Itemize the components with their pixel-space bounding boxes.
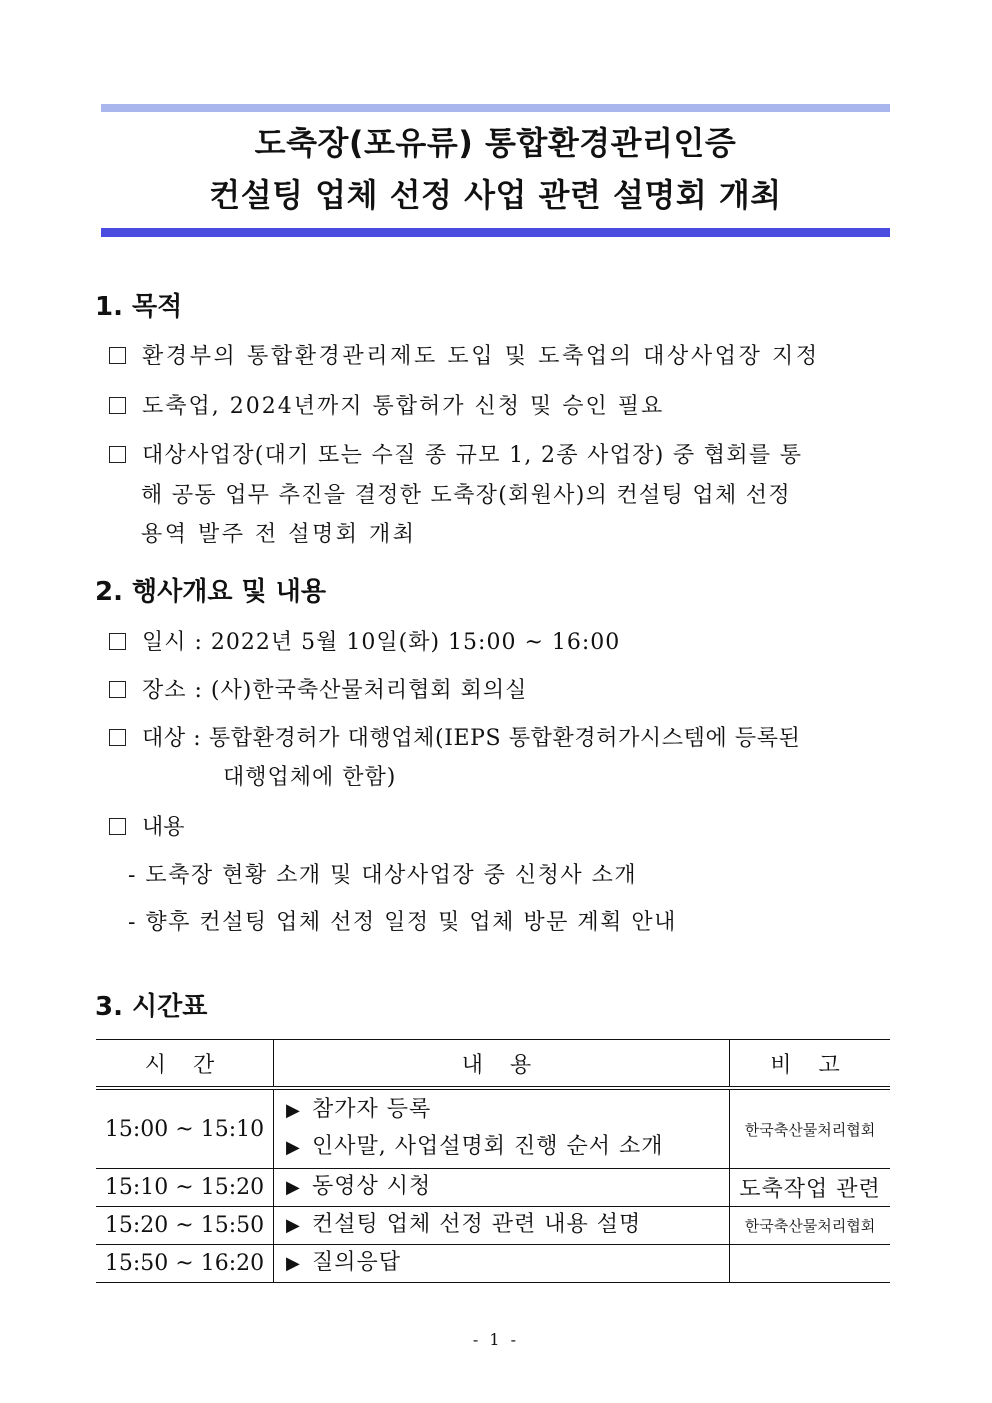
section2-place (107, 671, 897, 711)
section2-target (107, 719, 897, 759)
header-time: 시 간 (96, 1040, 274, 1089)
section1-item-3 (107, 436, 897, 476)
row-time: 15:10 ~ 15:20 (96, 1169, 274, 1207)
section1-item-2 (107, 387, 897, 427)
checkbox-icon (109, 681, 126, 698)
table-header-row (96, 1040, 890, 1089)
section1-heading: 1. 목적 (95, 292, 183, 322)
arrow-right-icon: ▶ (286, 1100, 301, 1121)
date-label: 일시 : (142, 630, 203, 655)
content-item-2: - 향후 컨설팅 업체 선정 일정 및 업체 방문 계획 안내 (128, 910, 677, 935)
row-item-text: 동영상 시청 (312, 1174, 432, 1199)
title-line-1: 도축장(포유류) 통합환경관리인증 (254, 124, 737, 162)
checkbox-icon (109, 446, 126, 463)
checkbox-icon (109, 818, 126, 835)
table-row (96, 1169, 890, 1207)
row-time: 15:00 ~ 15:10 (96, 1088, 274, 1169)
target-value-1: 통합환경허가 대행업체(IEPS 통합환경허가시스템에 등록된 (208, 726, 801, 751)
table-row (96, 1088, 890, 1169)
row-item (286, 1129, 729, 1166)
place-value: (사)한국축산물처리협회 회의실 (210, 678, 528, 703)
row-item (286, 1245, 729, 1282)
row-content (274, 1169, 730, 1207)
section1-item-2-text: 도축업, 2024년까지 통합허가 신청 및 승인 필요 (142, 394, 665, 419)
row-item (286, 1207, 729, 1244)
row-note: 한국축산물처리협회 (730, 1088, 891, 1169)
section2-heading: 2. 행사개요 및 내용 (95, 577, 326, 607)
schedule-table (96, 1039, 890, 1283)
section2-content (107, 808, 897, 848)
title-line-2: 컨설팅 업체 선정 사업 관련 설명회 개최 (209, 176, 782, 214)
content-item-1: - 도축장 현황 소개 및 대상사업장 중 신청사 소개 (128, 863, 638, 888)
row-item (286, 1092, 729, 1129)
row-item-text: 컨설팅 업체 선정 관련 내용 설명 (312, 1212, 642, 1237)
target-label: 대상 : (142, 726, 202, 751)
section1-item-3-cont-2: 용역 발주 전 설명회 개최 (141, 522, 417, 547)
row-content (274, 1088, 730, 1169)
row-content (274, 1245, 730, 1283)
row-item-text: 인사말, 사업설명회 진행 순서 소개 (312, 1134, 664, 1159)
title-bar-top (101, 104, 890, 112)
section2-date (107, 623, 897, 663)
row-time: 15:50 ~ 16:20 (96, 1245, 274, 1283)
header-content: 내 용 (274, 1040, 730, 1089)
arrow-right-icon: ▶ (286, 1177, 301, 1198)
section1-item-3-text: 대상사업장(대기 또는 수질 종 규모 1, 2종 사업장) 중 협회를 통 (142, 443, 803, 468)
page-number: - 1 - (472, 1330, 520, 1349)
arrow-right-icon: ▶ (286, 1137, 301, 1158)
section1-item-1-text: 환경부의 통합환경관리제도 도입 및 도축업의 대상사업장 지정 (142, 344, 820, 369)
row-content (274, 1207, 730, 1245)
row-note: 도축작업 관련 (730, 1169, 891, 1207)
header-note: 비 고 (730, 1040, 891, 1089)
section1-item-1 (107, 337, 897, 377)
title-box (101, 104, 890, 237)
arrow-right-icon: ▶ (286, 1253, 301, 1274)
checkbox-icon (109, 633, 126, 650)
checkbox-icon (109, 729, 126, 746)
date-value: 2022년 5월 10일(화) 15:00 ~ 16:00 (210, 630, 621, 655)
checkbox-icon (109, 347, 126, 364)
row-note: 한국축산물처리협회 (730, 1207, 891, 1245)
row-item-text: 참가자 등록 (312, 1097, 432, 1122)
place-label: 장소 : (142, 678, 203, 703)
title-bar-bottom (101, 228, 890, 237)
arrow-right-icon: ▶ (286, 1215, 301, 1236)
table-row (96, 1245, 890, 1283)
content-label: 내용 (142, 815, 185, 840)
row-item-text: 질의응답 (312, 1250, 402, 1275)
section3-heading: 3. 시간표 (95, 992, 208, 1022)
row-time: 15:20 ~ 15:50 (96, 1207, 274, 1245)
row-note (730, 1245, 891, 1283)
section1-item-3-cont-1: 해 공동 업무 추진을 결정한 도축장(회원사)의 컨설팅 업체 선정 (141, 483, 791, 508)
table-row (96, 1207, 890, 1245)
target-value-2: 대행업체에 한함) (223, 765, 397, 790)
checkbox-icon (109, 397, 126, 414)
row-item (286, 1169, 729, 1206)
